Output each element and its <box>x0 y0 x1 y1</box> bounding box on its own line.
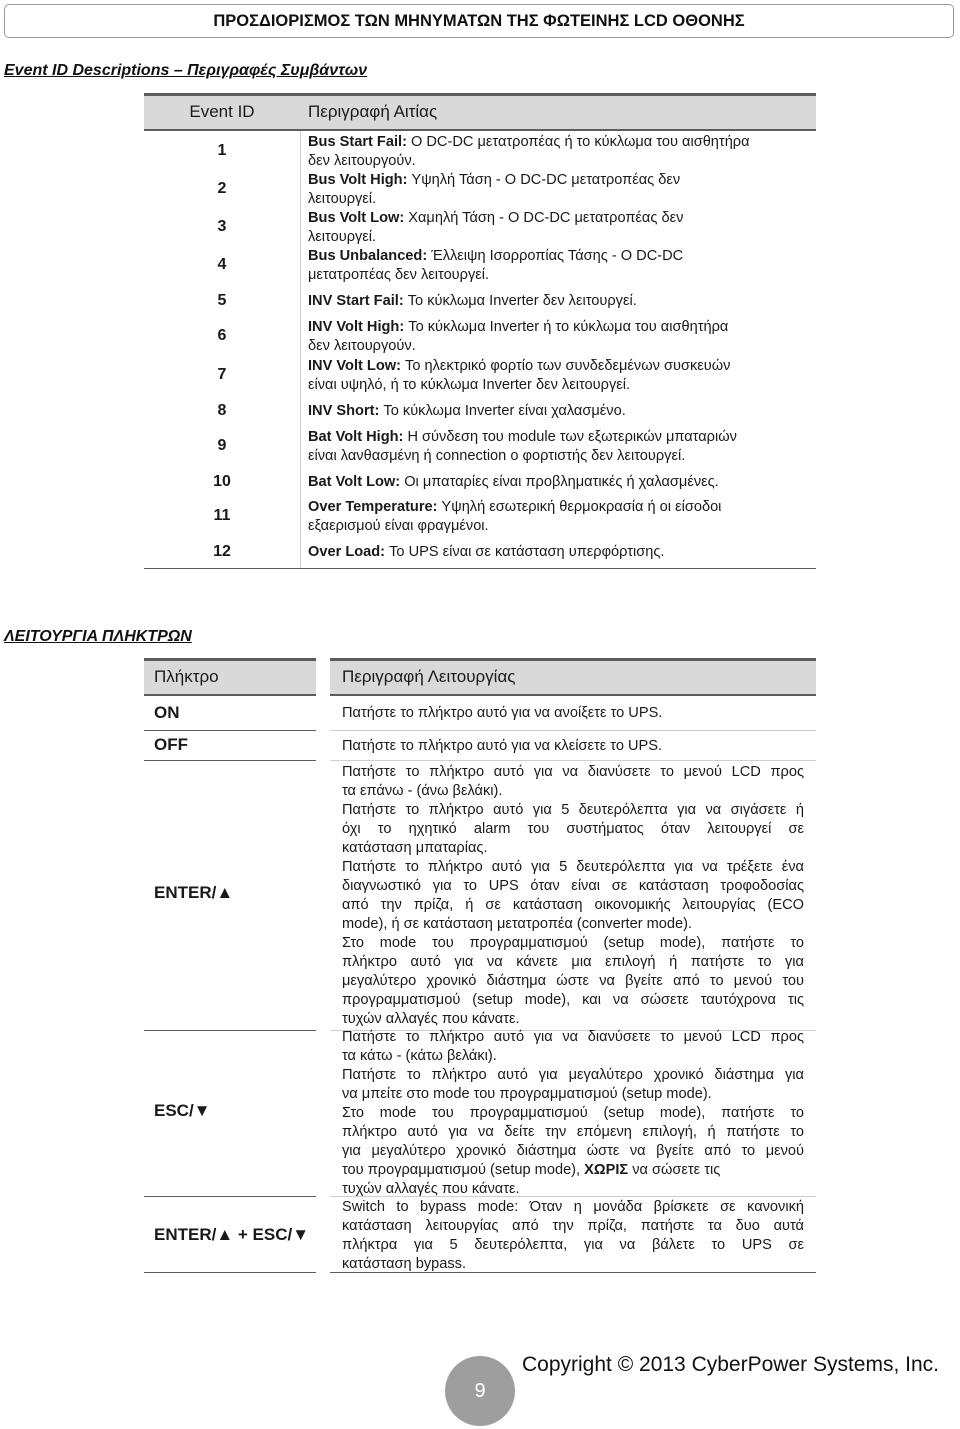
events-table-divider <box>300 131 301 568</box>
desc-line: κατάσταση μπαταρίας. <box>342 840 488 856</box>
keys-table-bottom-rule-left <box>144 1272 316 1273</box>
event-id: 8 <box>217 402 227 419</box>
event-name: Over Temperature: <box>308 499 438 515</box>
keys-section-title: ΛΕΙΤΟΥΡΓΙΑ ΠΛΗΚΤΡΩΝ <box>4 628 192 645</box>
event-text: Ο DC-DC μετατροπέας ή το κύκλωμα του αισθητήρα <box>406 134 750 150</box>
key-esc <box>144 1030 316 1196</box>
events-col-id: Event ID <box>189 102 255 121</box>
event-text: Το κύκλωμα Inverter είναι χαλασμένο. <box>379 403 626 419</box>
page-header <box>4 4 954 38</box>
event-text-2: δεν λειτουργούν. <box>308 338 416 354</box>
event-id: 9 <box>217 437 227 454</box>
event-text: Υψηλή Τάση - Ο DC-DC μετατροπέας δεν <box>407 172 681 188</box>
event-desc <box>308 318 813 356</box>
event-name: Bus Volt High: <box>308 172 408 188</box>
event-text: Το κύκλωμα Inverter ή το κύκλωμα του αισθητήρα <box>404 319 729 335</box>
key-esc-desc <box>330 1030 816 1196</box>
event-name: INV Start Fail: <box>308 293 404 309</box>
event-name: INV Short: <box>308 403 380 419</box>
event-id: 2 <box>217 180 227 197</box>
desc-line: όχι το ηχητικό alarm του συστήματος όταν λειτουργεί σε <box>342 821 804 837</box>
event-name: Bus Unbalanced: <box>308 248 428 264</box>
event-id: 12 <box>213 543 231 560</box>
event-id: 3 <box>217 218 227 235</box>
key-on <box>144 698 316 730</box>
key-off-label: OFF <box>154 735 188 754</box>
event-text-2: λειτουργεί. <box>308 229 377 245</box>
event-desc <box>308 171 813 209</box>
key-enter-desc <box>330 760 816 1030</box>
event-text: Το UPS είναι σε κατάσταση υπερφόρτισης. <box>385 544 665 560</box>
desc-line: Στο mode του προγραμματισμού (setup mode), πατήστε το <box>342 935 804 951</box>
desc-line: κατάσταση λειτουργίας από την πρίζα, πατήστε τα δυο αυτά <box>342 1218 804 1234</box>
event-id: 11 <box>213 507 231 524</box>
event-text-2: είναι λανθασμένη ή connection ο φορτιστής δεν λειτουργεί. <box>308 448 686 464</box>
desc-line: Πατήστε το πλήκτρο αυτό για 5 δευτερόλεπτα για να σιγάσετε ή <box>342 802 804 818</box>
event-text: Υψηλή εσωτερική θερμοκρασία ή οι είσοδοι <box>437 499 722 515</box>
desc-line: πλήκτρα για 5 δευτερόλεπτα, για να βάλετε το UPS σε <box>342 1237 804 1253</box>
key-on-desc <box>330 698 816 730</box>
desc-line: μεγαλύτερο χρονικό διάστημα ώστε να βγείτε από το μενού του <box>342 973 804 989</box>
events-section-title: Event ID Descriptions – Περιγραφές Συμβάντων <box>4 62 368 79</box>
desc-line: κατάσταση bypass. <box>342 1256 467 1272</box>
key-combo <box>144 1196 316 1272</box>
key-on-label: ON <box>154 703 180 722</box>
page-header-title: ΠΡΟΣΔΙΟΡΙΣΜΟΣ ΤΩΝ ΜΗΝΥΜΑΤΩΝ ΤΗΣ ΦΩΤΕΙΝΗΣ LCD ΟΘΟΝΗΣ <box>213 12 745 30</box>
copyright-notice: Copyright © 2013 CyberPower Systems, Inc. <box>522 1353 939 1376</box>
event-desc <box>308 473 813 492</box>
key-off-desc <box>330 730 816 760</box>
event-id: 1 <box>217 142 227 159</box>
page-number: 9 <box>474 1380 486 1402</box>
desc-line <box>342 1161 804 1180</box>
event-text: Το ηλεκτρικό φορτίο των συνδεδεμένων συσκευών <box>400 358 731 374</box>
desc-line: προγραμματισμού (setup mode), και να σώσετε ταυτόχρονα τις <box>342 992 804 1008</box>
keys-table-bottom-rule-right <box>330 1272 816 1273</box>
event-desc <box>308 292 813 311</box>
event-text-2: είναι υψηλό, ή το κύκλωμα Inverter δεν λειτουργεί. <box>308 377 631 393</box>
key-combo-desc <box>330 1196 816 1272</box>
desc-line: πλήκτρο αυτό για να κάνετε μια επιλογή ή πατήστε το για <box>342 954 804 970</box>
event-text: Χαμηλή Τάση - Ο DC-DC μετατροπέας δεν <box>404 210 684 226</box>
desc-line: για μεγαλύτερο χρονικό διάστημα ώστε να βγείτε από το μενού <box>342 1143 804 1159</box>
event-name: INV Volt Low: <box>308 358 401 374</box>
event-id: 4 <box>217 256 227 273</box>
desc-line: τα επάνω - (άνω βελάκι). <box>342 783 503 799</box>
event-text: Έλλειψη Ισορροπίας Τάσης - Ο DC-DC <box>427 248 684 264</box>
key-combo-label: ENTER/▲ + ESC/▼ <box>154 1225 310 1244</box>
event-text-2: εξαερισμού είναι φραγμένοι. <box>308 518 489 534</box>
desc-line: Πατήστε το πλήκτρο αυτό για μεγαλύτερο χρονικό διάστημα για <box>342 1067 804 1083</box>
events-table-header <box>144 93 816 131</box>
desc-line: Switch to bypass mode: Όταν η μονάδα βρίσκετε σε κανονική <box>342 1199 804 1215</box>
event-id: 7 <box>217 366 227 383</box>
event-name: Bus Volt Low: <box>308 210 405 226</box>
event-name: INV Volt High: <box>308 319 405 335</box>
event-desc <box>308 357 813 395</box>
event-desc <box>308 498 813 536</box>
desc-line: διαγνωστικό για το UPS όταν είναι σε κατάσταση τροφοδοσίας <box>342 878 804 894</box>
event-name: Bat Volt High: <box>308 429 404 445</box>
desc-line: τυχών αλλαγές που κάνατε. <box>342 1181 520 1197</box>
desc-line: mode), ή σε κατάσταση μετατροπέα (converter mode). <box>342 916 693 932</box>
event-id: 10 <box>213 473 231 490</box>
event-id: 5 <box>217 292 227 309</box>
event-text-2: μετατροπέας δεν λειτουργεί. <box>308 267 490 283</box>
desc-line: Πατήστε το πλήκτρο αυτό για 5 δευτερόλεπτα για να τρέξετε ένα <box>342 859 804 875</box>
event-id: 6 <box>217 327 227 344</box>
desc-line: Πατήστε το πλήκτρο αυτό για να κλείσετε το UPS. <box>342 738 663 754</box>
desc-line: τυχών αλλαγές που κάνατε. <box>342 1011 520 1027</box>
event-name: Bus Start Fail: <box>308 134 407 150</box>
event-desc <box>308 247 813 285</box>
event-desc <box>308 402 813 421</box>
keys-col-key <box>144 658 316 696</box>
event-text: Η σύνδεση του module των εξωτερικών μπαταριών <box>403 429 737 445</box>
desc-line: Πατήστε το πλήκτρο αυτό για να ανοίξετε το UPS. <box>342 705 663 721</box>
desc-line: να μπείτε στο mode του προγραμματισμού (setup mode). <box>342 1086 712 1102</box>
keys-col-desc <box>330 658 816 696</box>
key-off <box>144 730 316 760</box>
keys-col-desc-label: Περιγραφή Λειτουργίας <box>342 667 516 686</box>
desc-line-part: του προγραμματισμού (setup mode), <box>342 1162 581 1178</box>
key-enter <box>144 760 316 1030</box>
event-text: Το κύκλωμα Inverter δεν λειτουργεί. <box>403 293 637 309</box>
events-col-desc: Περιγραφή Αιτίας <box>308 102 438 121</box>
event-name: Over Load: <box>308 544 386 560</box>
keys-col-key-label: Πλήκτρο <box>154 667 219 686</box>
event-desc <box>308 543 813 562</box>
key-enter-label: ENTER/▲ <box>154 883 234 902</box>
key-esc-label: ESC/▼ <box>154 1101 211 1120</box>
event-text-2: δεν λειτουργούν. <box>308 153 416 169</box>
desc-line-bold: ΧΩΡΙΣ <box>584 1162 629 1178</box>
event-desc <box>308 209 813 247</box>
desc-line: Πατήστε το πλήκτρο αυτό για να διανύσετε το μενού LCD προς <box>342 764 804 780</box>
desc-line: τα κάτω - (κάτω βελάκι). <box>342 1048 497 1064</box>
desc-line: πλήκτρο αυτό για να δείτε την επόμενη επιλογή, ή πατήστε το <box>342 1124 804 1140</box>
page-number-badge <box>445 1356 515 1426</box>
desc-line: Πατήστε το πλήκτρο αυτό για να διανύσετε το μενού LCD προς <box>342 1029 804 1045</box>
event-text-2: λειτουργεί. <box>308 191 377 207</box>
desc-line: Στο mode του προγραμματισμού (setup mode), πατήστε το <box>342 1105 804 1121</box>
event-desc <box>308 428 813 466</box>
event-text: Οι μπαταρίες είναι προβληματικές ή χαλασμένες. <box>400 474 719 490</box>
event-desc <box>308 133 813 171</box>
desc-line: από την πρίζα, ή σε κατάσταση οικονομικής λειτουργίας (ECO <box>342 897 804 913</box>
events-table-bottom-rule <box>144 568 816 569</box>
event-name: Bat Volt Low: <box>308 474 401 490</box>
desc-line-part: να σώσετε τις <box>628 1162 721 1178</box>
